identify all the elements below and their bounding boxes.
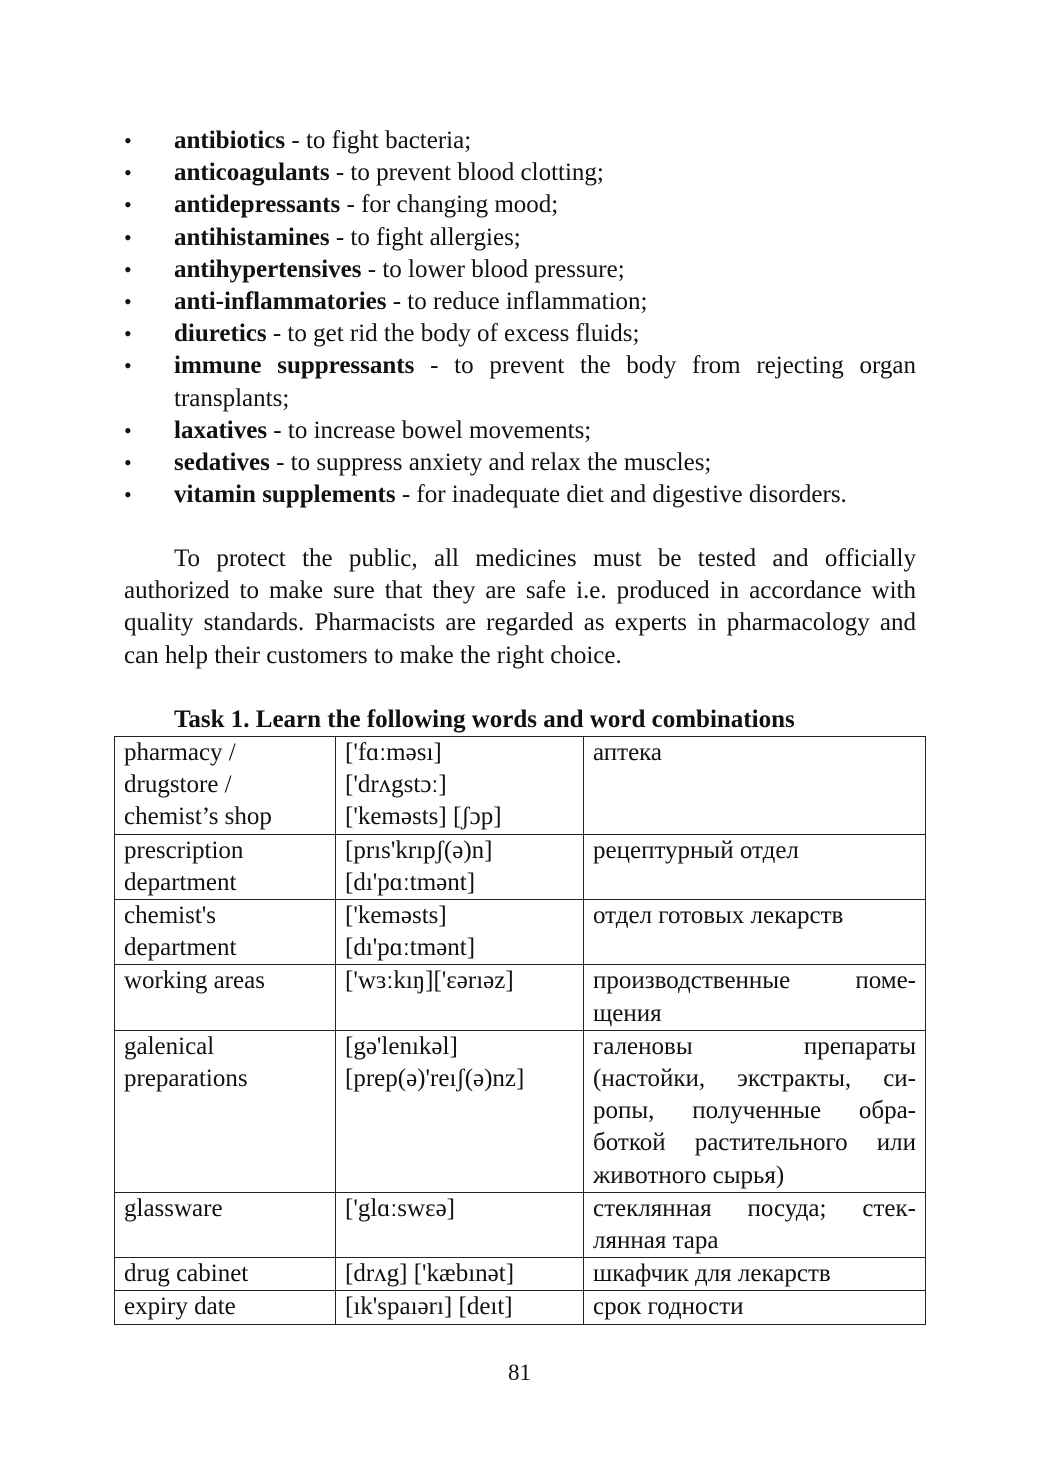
transcription-cell	[336, 1192, 584, 1257]
bullet-icon: •	[124, 321, 132, 347]
transcription-line: ['glɑːswɛə]	[345, 1194, 455, 1222]
list-item-text: - to suppress anxiety and relax the muscles;	[269, 449, 712, 477]
bullet-icon: •	[124, 128, 132, 153]
transcription-cell	[336, 965, 584, 1030]
term-line: pharmacy /	[124, 739, 236, 766]
bullet-icon: •	[124, 224, 132, 250]
term-line: expiry date	[124, 1293, 236, 1321]
term-line: drugstore /	[124, 771, 232, 799]
list-item-term: antidepressants	[174, 191, 341, 219]
translation-cell: аптека	[584, 737, 926, 835]
bullet-icon: •	[124, 450, 132, 476]
table-row	[115, 1192, 926, 1257]
bullet-icon: •	[124, 160, 132, 186]
list-item	[124, 350, 916, 414]
table-row	[115, 737, 926, 835]
transcription-line: ['drʌgstɔː]	[345, 771, 447, 799]
term-cell	[115, 900, 336, 965]
list-item-text: - to fight allergies;	[329, 223, 521, 251]
list-item-term: sedatives	[174, 449, 270, 477]
transcription-line: [prıs'krıpʃ(ə)n]	[345, 836, 493, 864]
transcription-line: ['keməsts]	[345, 902, 447, 930]
list-item	[124, 125, 916, 157]
list-item-term: diuretics	[174, 320, 267, 348]
term-line: galenical	[124, 1032, 215, 1060]
transcription-cell	[336, 834, 584, 899]
term-line: drug cabinet	[124, 1260, 249, 1288]
table-row	[115, 834, 926, 899]
list-item	[124, 189, 916, 221]
task-title: Task 1. Learn the following words and word combinations	[174, 706, 795, 733]
transcription-line: [ık'spaıərı] [deıt]	[345, 1293, 513, 1321]
list-item-term: antihypertensives	[174, 255, 362, 283]
list-item-term: laxatives	[174, 416, 268, 444]
term-cell	[115, 1030, 336, 1192]
list-item	[124, 415, 916, 447]
translation-cell: производственные поме-щения	[584, 965, 926, 1030]
term-line: working areas	[124, 967, 265, 995]
list-item-text: - to get rid the body of excess fluids;	[266, 320, 640, 348]
term-line: department	[124, 934, 237, 962]
list-item	[124, 222, 916, 254]
bullet-icon: •	[124, 192, 132, 218]
list-item-term: antibiotics	[174, 127, 286, 154]
list-item-text: - to increase bowel movements;	[267, 416, 592, 444]
translation-cell: стеклянная посуда; стек-лянная тара	[584, 1192, 926, 1257]
translation-cell: рецептурный отдел	[584, 834, 926, 899]
list-item-text: - to lower blood pressure;	[361, 255, 625, 283]
term-line: chemist’s shop	[124, 803, 272, 831]
transcription-cell	[336, 900, 584, 965]
translation-cell: отдел готовых лекарств	[584, 900, 926, 965]
drug-class-list	[124, 125, 916, 511]
bullet-icon: •	[124, 417, 132, 443]
vocabulary-table	[114, 736, 926, 1325]
page-number: 81	[508, 1360, 531, 1385]
body-paragraph: To protect the public, all medicines must be tested and officially authorized to make sure that they are safe i.e. produced in accordance with quality standards. Pharmacists are regarded as experts in pharmacology and can help their customers to make the right choice.	[124, 545, 916, 669]
table-row	[115, 1030, 926, 1192]
list-item-text: - to reduce inflammation;	[386, 288, 648, 316]
term-cell	[115, 834, 336, 899]
transcription-cell	[336, 737, 584, 835]
term-cell	[115, 1291, 336, 1324]
transcription-line: ['keməsts] [ʃɔp]	[345, 803, 502, 831]
list-item-term: anticoagulants	[174, 159, 330, 187]
bullet-icon: •	[124, 353, 132, 379]
transcription-cell	[336, 1030, 584, 1192]
list-item-term: anti-inflammatories	[174, 288, 387, 316]
list-item	[124, 254, 916, 286]
list-item-text: - for changing mood;	[340, 191, 559, 219]
list-item-term: vitamin supplements	[174, 481, 396, 509]
list-item-text: - to prevent the body from rejecting organ transplants;	[174, 352, 916, 412]
term-line: glassware	[124, 1194, 223, 1222]
transcription-line: [dı'pɑːtmənt]	[345, 868, 476, 896]
term-cell	[115, 1258, 336, 1291]
list-item-text: - for inadequate diet and digestive disorders.	[395, 481, 847, 509]
transcription-line: ['wɜːkıŋ]['ɛərıəz]	[345, 967, 514, 995]
transcription-line: [dı'pɑːtmənt]	[345, 934, 476, 962]
transcription-line: ['fɑːməsı]	[345, 739, 442, 766]
term-cell	[115, 965, 336, 1030]
list-item	[124, 157, 916, 189]
list-item-term: antihistamines	[174, 223, 330, 251]
list-item	[124, 318, 916, 350]
term-line: preparations	[124, 1065, 248, 1093]
transcription-cell	[336, 1291, 584, 1324]
translation-cell: галеновы препараты (настойки, экстракты, си-ропы, полученные обра-боткой растительного или животного сырья)	[584, 1030, 926, 1192]
list-item-term: immune suppressants	[174, 352, 415, 380]
table-row	[115, 1258, 926, 1291]
table-row	[115, 965, 926, 1030]
table-row	[115, 1291, 926, 1324]
translation-cell: срок годности	[584, 1291, 926, 1324]
bullet-icon: •	[124, 482, 132, 508]
list-item	[124, 447, 916, 479]
term-line: department	[124, 868, 237, 896]
bullet-icon: •	[124, 256, 132, 282]
term-line: prescription	[124, 836, 244, 864]
term-cell	[115, 737, 336, 835]
transcription-line: [drʌg] ['kæbınət]	[345, 1260, 515, 1288]
transcription-line: [prep(ə)'reıʃ(ə)nz]	[345, 1065, 525, 1093]
list-item	[124, 286, 916, 318]
list-item-text: - to fight bacteria;	[285, 127, 472, 154]
term-cell	[115, 1192, 336, 1257]
transcription-cell	[336, 1258, 584, 1291]
transcription-line: [gə'lenıkəl]	[345, 1032, 458, 1060]
list-item-text: - to prevent blood clotting;	[329, 159, 604, 187]
bullet-icon: •	[124, 289, 132, 315]
term-line: chemist's	[124, 902, 216, 930]
table-row	[115, 900, 926, 965]
translation-cell: шкафчик для лекарств	[584, 1258, 926, 1291]
list-item	[124, 479, 916, 511]
